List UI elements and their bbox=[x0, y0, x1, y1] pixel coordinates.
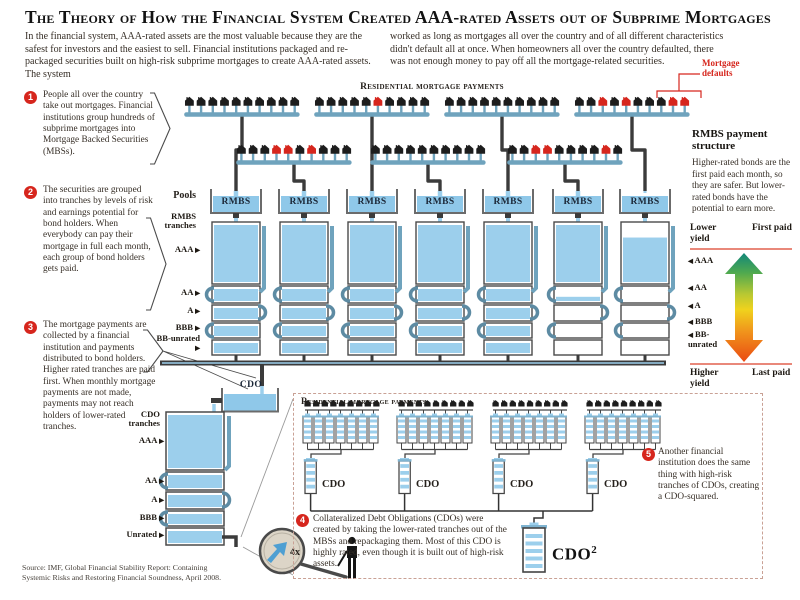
cdo-tranche-stack bbox=[161, 412, 237, 547]
house-icon bbox=[453, 145, 462, 154]
annotation-5-text: Another financial institution does the same thing with high-risk tranches of CDOs, creating a CDO-squared. bbox=[658, 447, 760, 503]
house-icon bbox=[342, 145, 351, 154]
cdo-tranche-label-a bbox=[110, 495, 164, 505]
defaulted-house-icon bbox=[602, 145, 611, 154]
house-icon bbox=[260, 145, 269, 154]
higher-yield-label: Higher yield bbox=[690, 368, 719, 389]
lower-yield-label: Lower yield bbox=[690, 223, 717, 244]
annotation-1-number: 1 bbox=[24, 91, 37, 104]
house-icon bbox=[237, 145, 246, 154]
house-icon bbox=[480, 97, 489, 106]
cdo-tranches-label: CDO tranches bbox=[128, 409, 160, 429]
house-icon bbox=[249, 145, 258, 154]
rmbs-pool-label: RMBS bbox=[630, 197, 660, 207]
annotation-5-number: 5 bbox=[642, 448, 655, 461]
first-paid-label: First paid bbox=[752, 223, 792, 233]
house-icon bbox=[492, 97, 501, 106]
house-icon bbox=[441, 145, 450, 154]
house-icon bbox=[613, 145, 622, 154]
house-icon bbox=[634, 97, 643, 106]
mini-cdo-label: CDO bbox=[322, 479, 346, 490]
tranche-label-text: A bbox=[151, 494, 157, 504]
house-icon bbox=[394, 145, 403, 154]
house-icon bbox=[504, 97, 513, 106]
rmbs-pool-label: RMBS bbox=[425, 197, 455, 207]
arrow-label-text: AAA bbox=[694, 255, 714, 265]
arrow-label-bb-unrated bbox=[688, 330, 728, 349]
defaulted-house-icon bbox=[669, 97, 678, 106]
defaulted-house-icon bbox=[374, 97, 383, 106]
house-icon bbox=[296, 145, 305, 154]
house-icon bbox=[220, 97, 229, 106]
arrow-right-icon: ▶ bbox=[195, 308, 200, 315]
house-icon bbox=[430, 145, 439, 154]
cdo-squared-label bbox=[552, 544, 597, 565]
mini-cdo-label: CDO bbox=[510, 479, 534, 490]
annotation-3-number: 3 bbox=[24, 321, 37, 334]
house-icon bbox=[290, 97, 299, 106]
tranche-label-text: BB-unrated bbox=[156, 333, 200, 343]
house-icon bbox=[575, 97, 584, 106]
arrow-right-icon: ▶ bbox=[159, 478, 164, 485]
house-icon bbox=[197, 97, 206, 106]
tranche-label-text: BBB bbox=[139, 512, 157, 522]
arrow-right-icon: ▶ bbox=[195, 325, 200, 332]
arrow-left-icon: ◀ bbox=[688, 319, 693, 326]
annotation-4-number: 4 bbox=[296, 514, 309, 527]
rmbs-pool-label: RMBS bbox=[289, 197, 319, 207]
arrow-right-icon: ▶ bbox=[195, 290, 200, 297]
tranche-label-bbb bbox=[152, 323, 200, 333]
annotation-2-text: The securities are grouped into tranches by levels of risk and earnings potential for bond holders. When everybody can pay their mortgage in full each month, each group of bond holders gets paid. bbox=[43, 185, 153, 275]
rmbs-pool-label: RMBS bbox=[357, 197, 387, 207]
house-icon bbox=[362, 97, 371, 106]
arrow-left-icon: ◀ bbox=[688, 258, 693, 265]
arrow-right-icon: ▶ bbox=[195, 345, 200, 353]
arrow-label-text: AA bbox=[694, 282, 707, 292]
arrow-right-icon: ▶ bbox=[159, 532, 164, 539]
arrow-left-icon: ◀ bbox=[688, 285, 693, 292]
arrow-label-aaa bbox=[688, 256, 730, 266]
annotation-3-text: The mortgage payments are collected by a financial institution and payments distributed to bond holders. Higher rated tranches are paid first. When monthly mortgage payments are not made, payments may not reach holders of lower-rated tranches. bbox=[43, 320, 156, 432]
source-credit: Source: IMF, Global Financial Stability Report: Containing Systemic Risks and Restoring Financial Soundness, April 2008. bbox=[22, 563, 222, 583]
cdo-squared-text: CDO bbox=[552, 544, 592, 564]
house-icon bbox=[208, 97, 217, 106]
house-icon bbox=[350, 97, 359, 106]
house-icon bbox=[397, 97, 406, 106]
house-icon bbox=[587, 97, 596, 106]
tranche-label-text: BBB bbox=[175, 322, 193, 332]
cdo-pool-label: CDO bbox=[239, 380, 263, 390]
mini-cdo-label: CDO bbox=[416, 479, 440, 490]
tranche-label-aa bbox=[152, 288, 200, 298]
tranche-label-aaa bbox=[152, 245, 200, 255]
rmbs-payment-structure-heading: RMBS payment structure bbox=[692, 128, 768, 152]
house-icon bbox=[465, 145, 474, 154]
arrow-label-aa bbox=[688, 283, 730, 293]
house-icon bbox=[515, 97, 524, 106]
house-icon bbox=[468, 97, 477, 106]
house-icon bbox=[267, 97, 276, 106]
arrow-right-icon: ▶ bbox=[159, 438, 164, 445]
defaulted-house-icon bbox=[272, 145, 281, 154]
tranche-label-text: A bbox=[187, 305, 193, 315]
mortgage-defaults-bracket bbox=[657, 74, 701, 98]
defaulted-house-icon bbox=[307, 145, 316, 154]
house-icon bbox=[327, 97, 336, 106]
rmbs-payment-structure-body: Higher-rated bonds are the first paid each month, so they are safer. But lower-rated bonds have the potential to earn more. bbox=[692, 157, 791, 213]
rmbs-tranches-label: RMBS tranches bbox=[164, 211, 196, 231]
annotation-2-number: 2 bbox=[24, 186, 37, 199]
intro-paragraph-right: worked as long as mortgages all over the country and of all different characteristics didn't default all at once. When homeowners all over the country defaulted, there was not enough money to pay off all the mortgage-related securities. bbox=[390, 31, 724, 68]
intro-paragraph-left: In the financial system, AAA-rated assets are the most valuable because they are the safest for investors and the easiest to sell. Financial institutions packaged and re-packaged securities built on high-risk subprime mortgages to create AAA-rated assets. The system bbox=[25, 31, 371, 81]
tranche-label-text: AA bbox=[145, 475, 157, 485]
cdo-tranche-label-aaa bbox=[110, 436, 164, 446]
house-icon bbox=[315, 97, 324, 106]
tranche-label-text: AAA bbox=[138, 435, 157, 445]
tranche-label-text: AAA bbox=[174, 244, 193, 254]
house-icon bbox=[279, 97, 288, 106]
house-icon bbox=[508, 145, 517, 154]
defaulted-house-icon bbox=[598, 97, 607, 106]
house-icon bbox=[539, 97, 548, 106]
house-icon bbox=[590, 145, 599, 154]
last-paid-label: Last paid bbox=[752, 368, 791, 378]
house-icon bbox=[610, 97, 619, 106]
house-icon bbox=[657, 97, 666, 106]
arrow-label-text: A bbox=[694, 300, 701, 310]
mini-cdo-label: CDO bbox=[604, 479, 628, 490]
cdo-tranche-label-aa bbox=[110, 476, 164, 486]
house-icon bbox=[457, 97, 466, 106]
arrow-left-icon: ◀ bbox=[688, 303, 693, 310]
defaulted-house-icon bbox=[543, 145, 552, 154]
house-icon bbox=[319, 145, 328, 154]
defaulted-house-icon bbox=[531, 145, 540, 154]
cdo-squared-sup: 2 bbox=[591, 544, 598, 556]
cdo-tranche-label-unrated bbox=[110, 530, 164, 540]
tranche-label-text: AA bbox=[181, 287, 193, 297]
house-icon bbox=[385, 97, 394, 106]
arrow-right-icon: ▶ bbox=[195, 247, 200, 254]
house-icon bbox=[555, 145, 564, 154]
house-icon bbox=[445, 97, 454, 106]
rmbs-pool-label: RMBS bbox=[493, 197, 523, 207]
page-title: The Theory of How the Financial System Created AAA-rated Assets out of Subprime Mortgages bbox=[25, 7, 771, 27]
house-icon bbox=[550, 97, 559, 106]
house-icon bbox=[383, 145, 392, 154]
arrow-right-icon: ▶ bbox=[159, 497, 164, 504]
house-icon bbox=[406, 145, 415, 154]
arrow-label-a bbox=[688, 301, 730, 311]
arrow-label-text: BB-unrated bbox=[688, 329, 718, 349]
house-groups bbox=[185, 97, 689, 191]
annotation-4-text: Collateralized Debt Obligations (CDOs) were created by taking the lower-rated tranches out of the MBSs and repackaging them. Most of this CDO is highly rated, even though it is built out of high-risk assets. bbox=[313, 514, 507, 570]
defaulted-house-icon bbox=[622, 97, 631, 106]
rmbs-pool-label: RMBS bbox=[563, 197, 593, 207]
house-icon bbox=[185, 97, 194, 106]
house-icon bbox=[645, 97, 654, 106]
house-icon bbox=[232, 97, 241, 106]
arrow-right-icon: ▶ bbox=[159, 515, 164, 522]
house-icon bbox=[409, 97, 418, 106]
house-icon bbox=[244, 97, 253, 106]
arrow-label-text: BBB bbox=[695, 316, 713, 326]
tranche-label-a bbox=[152, 306, 200, 316]
rmbs-columns bbox=[207, 189, 675, 363]
pools-label: Pools bbox=[173, 190, 196, 201]
house-icon bbox=[331, 145, 340, 154]
defaulted-house-icon bbox=[284, 145, 293, 154]
house-icon bbox=[420, 97, 429, 106]
cdo-pool bbox=[211, 388, 278, 412]
residential-mortgage-payments-header: Residential mortgage payments bbox=[360, 82, 504, 92]
cdo-tranche-label-bbb bbox=[110, 513, 164, 523]
arrow-left-icon: ◀ bbox=[688, 332, 693, 339]
tranche-label-bb-unrated bbox=[152, 334, 200, 353]
box-residential-header: Residential mortgage payments bbox=[301, 396, 427, 406]
arrow-label-bbb bbox=[688, 317, 730, 327]
house-icon bbox=[476, 145, 485, 154]
mortgage-defaults-label: Mortgage defaults bbox=[702, 58, 740, 78]
house-icon bbox=[578, 145, 587, 154]
house-icon bbox=[338, 97, 347, 106]
annotation-1-text: People all over the country take out mortgages. Financial institutions group hundreds of subprime mortgages into Mortgage Backed Securities (MBSs). bbox=[43, 90, 155, 157]
magnifier-zoom-label: 4x bbox=[290, 547, 300, 558]
house-icon bbox=[255, 97, 264, 106]
house-icon bbox=[520, 145, 529, 154]
defaulted-house-icon bbox=[680, 97, 689, 106]
house-icon bbox=[527, 97, 536, 106]
tranche-label-text: Unrated bbox=[126, 529, 157, 539]
house-icon bbox=[418, 145, 427, 154]
rmbs-pool-label: RMBS bbox=[221, 197, 251, 207]
house-icon bbox=[567, 145, 576, 154]
